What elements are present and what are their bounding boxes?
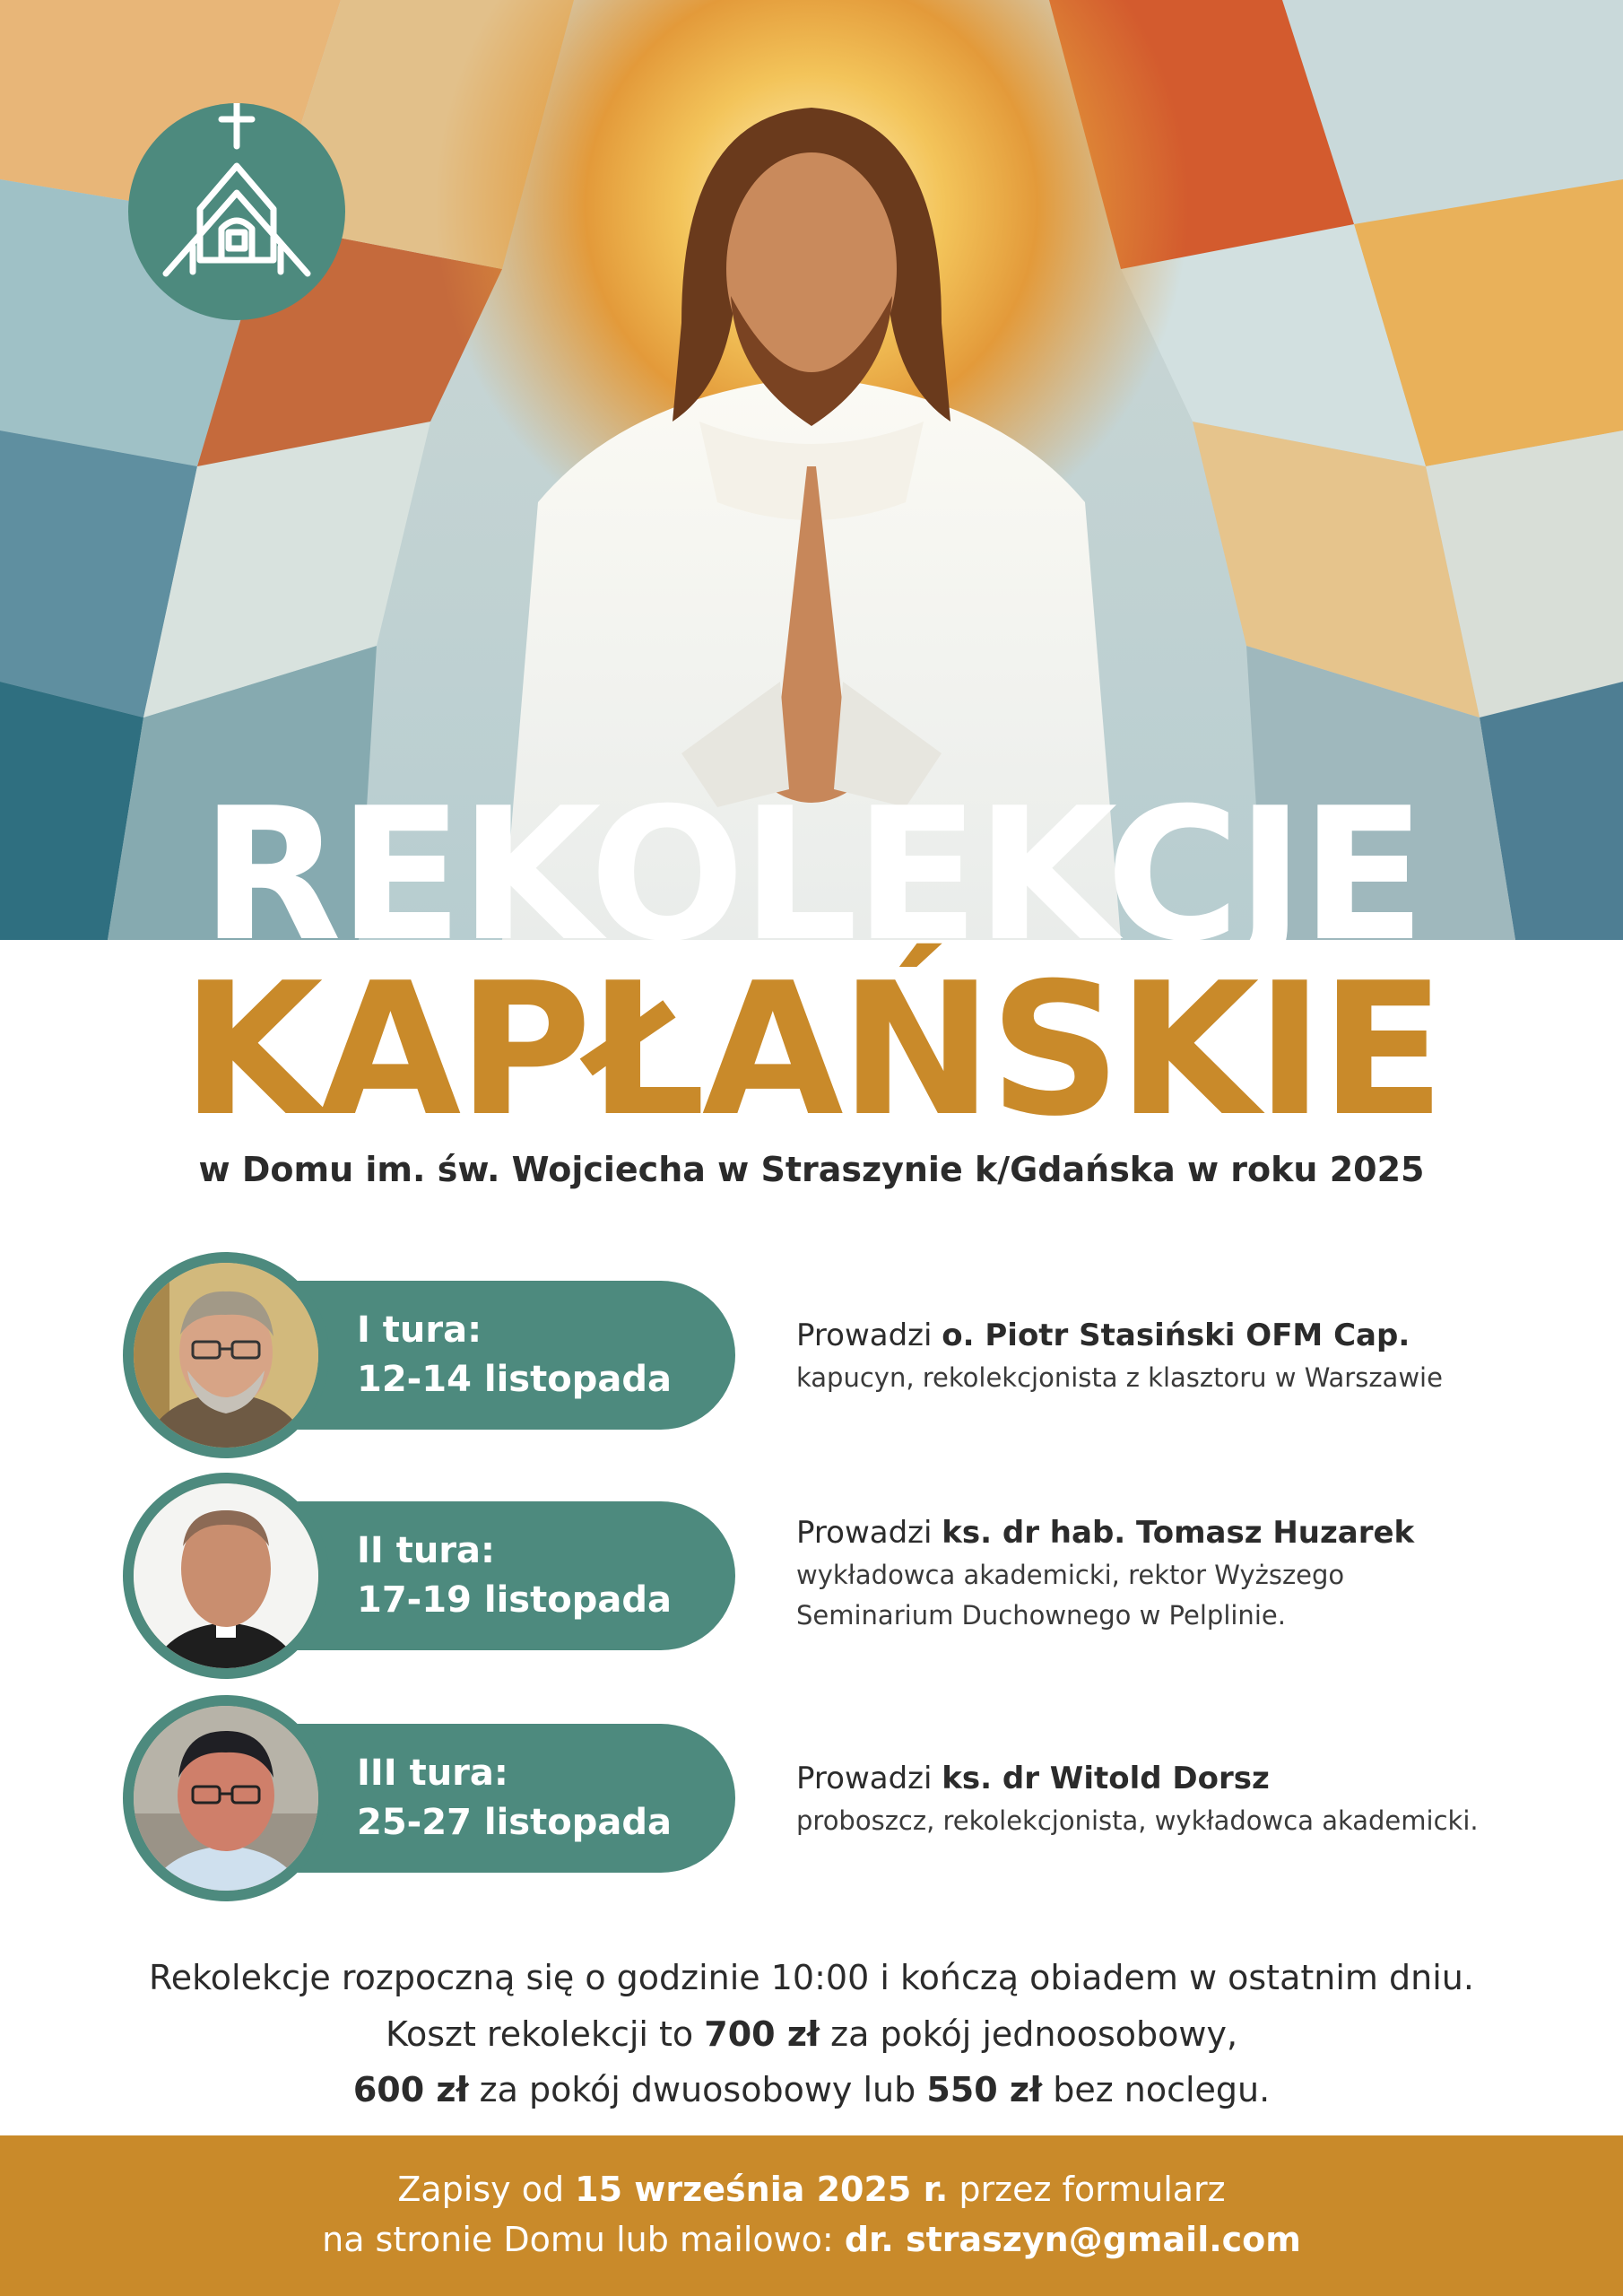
session-round: III tura: (357, 1752, 508, 1794)
title-kaplanskie: KAPŁAŃSKIE (181, 944, 1442, 1157)
chapel-logo (128, 103, 345, 320)
avatar (123, 1695, 329, 1901)
registration-footer (0, 2135, 1623, 2296)
chapel-icon (128, 103, 345, 320)
session-row-2 (0, 1473, 1623, 1679)
session-dates: 25-27 listopada (357, 1802, 672, 1843)
event-subtitle: w Domu im. św. Wojciecha w Straszynie k/Gdańska w roku 2025 (198, 1150, 1425, 1189)
session-round: II tura: (357, 1530, 496, 1571)
leader-description: proboszcz, rekolekcjonista, wykładowca akademicki. (796, 1805, 1479, 1836)
footer-line-2 (0, 2214, 1623, 2265)
lead-prefix: Prowadzi (796, 1761, 942, 1796)
session-dates: 12-14 listopada (357, 1359, 672, 1400)
session-round: I tura: (357, 1309, 482, 1351)
price-single: 700 zł (704, 2014, 820, 2054)
session-dates: 17-19 listopada (357, 1579, 672, 1621)
title-rekolekcje: REKOLEKCJE (200, 770, 1422, 982)
session-row-3 (0, 1695, 1623, 1901)
info-text: za pokój jednoosobowy, (820, 2014, 1238, 2054)
info-cost-line2 (0, 2067, 1623, 2112)
session-description (796, 1510, 1414, 1636)
email-link[interactable]: dr. straszyn@gmail.com (844, 2220, 1301, 2259)
lead-prefix: Prowadzi (796, 1318, 942, 1353)
lead-prefix: Prowadzi (796, 1515, 942, 1551)
leader-description: kapucyn, rekolekcjonista z klasztoru w Warszawie (796, 1362, 1443, 1393)
info-cost-line1 (0, 2012, 1623, 2057)
footer-text: Zapisy od (397, 2170, 576, 2209)
price-no-stay: 550 zł (926, 2070, 1043, 2109)
leader-description: Seminarium Duchownego w Pelplinie. (796, 1600, 1286, 1631)
footer-text: przez formularz (948, 2170, 1226, 2209)
info-text: za pokój dwuosobowy lub (468, 2070, 927, 2109)
avatar (123, 1473, 329, 1679)
leader-name: ks. dr hab. Tomasz Huzarek (942, 1515, 1415, 1551)
info-schedule: Rekolekcje rozpoczną się o godzinie 10:00 i kończą obiadem w ostatnim dniu. (149, 1958, 1474, 1997)
price-double: 600 zł (352, 2070, 469, 2109)
avatar (123, 1252, 329, 1458)
footer-line-1 (0, 2135, 1623, 2214)
footer-text: na stronie Domu lub mailowo: (322, 2220, 845, 2259)
info-text: Koszt rekolekcji to (385, 2014, 705, 2054)
leader-name: ks. dr Witold Dorsz (942, 1761, 1270, 1796)
leader-description: wykładowca akademicki, rektor Wyższego (796, 1560, 1345, 1590)
session-row-1 (0, 1252, 1623, 1458)
info-text: bez noclegu. (1042, 2070, 1271, 2109)
session-description (796, 1756, 1479, 1841)
leader-name: o. Piotr Stasiński OFM Cap. (942, 1318, 1410, 1353)
registration-date: 15 września 2025 r. (575, 2170, 949, 2209)
session-description (796, 1313, 1443, 1398)
